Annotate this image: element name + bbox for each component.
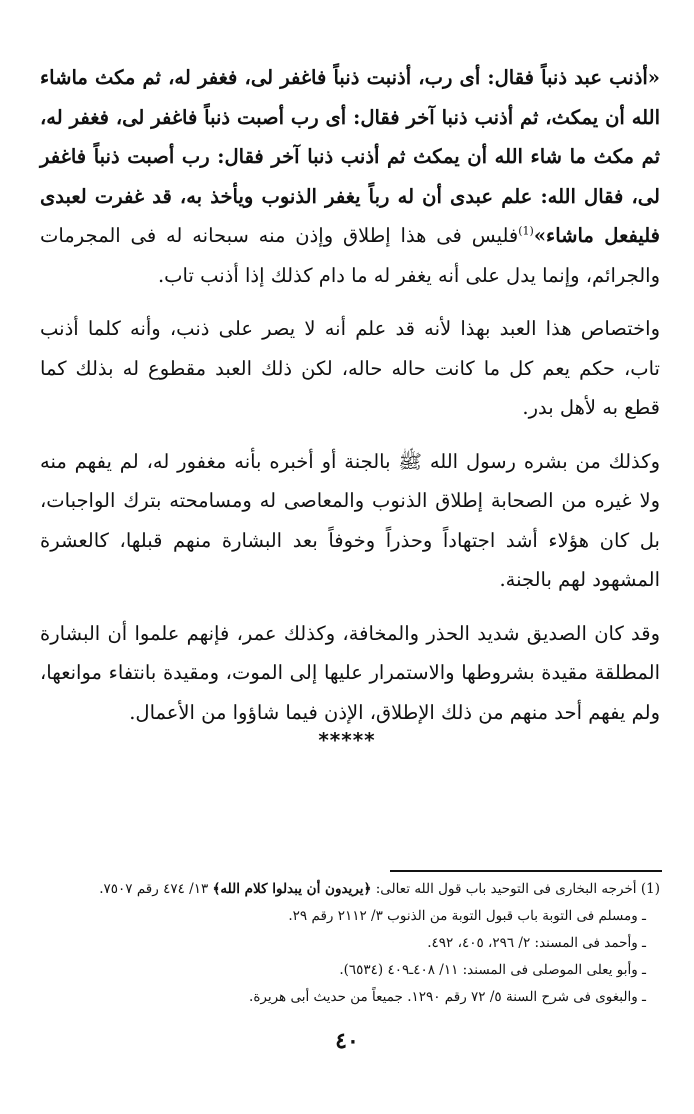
footnote-suffix: ١٣/ ٤٧٤ رقم ٧٥٠٧. bbox=[99, 881, 213, 897]
quran-quote: ﴿يريدون أن يبدلوا كلام الله﴾ bbox=[212, 881, 372, 897]
footnote-divider bbox=[390, 870, 662, 872]
paragraph: وقد كان الصديق شديد الحذر والمخافة، وكذلك عمر، فإنهم علموا أن البشارة المطلقة مقيدة بشروطها والاستمرار عليها إلى الموت، ومقيدة بانتفاء موانعها، ولم يفهم أحد منهم من ذلك الإطلاق، الإذن فيما شاؤوا من الأعمال. bbox=[40, 621, 660, 724]
footnote-source: ـ ومسلم فى التوبة باب قبول التوبة من الذنوب ٣/ ٢١١٢ رقم ٢٩. bbox=[288, 908, 646, 924]
paragraph-hadith bbox=[40, 58, 660, 295]
page-body bbox=[40, 58, 660, 746]
footnote-source: ـ والبغوى فى شرح السنة ٥/ ٧٢ رقم ١٢٩٠. جميعاً من حديث أبى هريرة. bbox=[249, 989, 646, 1005]
footnotes bbox=[30, 876, 660, 1011]
paragraph: وكذلك من بشره رسول الله ﷺ بالجنة أو أخبره بأنه مغفور له، لم يفهم منه ولا غيره من الصحابة إطلاق الذنوب والمعاصى له ومسامحته بترك الواجبات، بل كان هؤلاء أشد اجتهاداً وحذراً وخوفاً بعد البشارة منهم قبلها، كالعشرة المشهود لهم بالجنة. bbox=[40, 449, 660, 591]
footnote-source: ـ وأبو يعلى الموصلى فى المسند: ١١/ ٤٠٨ـ٤٠٩ (٦٥٣٤). bbox=[339, 962, 646, 978]
page-number: ٤٠ bbox=[335, 1028, 359, 1054]
hadith-quote: «أذنب عبد ذنباً فقال: أى رب، أذنبت ذنباً فاغفر لى، فغفر له، ثم مكث ماشاء الله أن يمكث، ثم أذنب ذنبا آخر فقال: أى رب أصبت ذنباً فاغفر لى، فغفر له، ثم مكث ما شاء الله أن يمكث ثم أذنب ذنبا آخر فقال: رب أصبت ذنباً فاغفر لى، فقال الله: علم عبدى أن له رباً يغفر الذنوب ويأخذ به، قد غفرت لعبدى فليفعل ماشاء» bbox=[40, 66, 660, 247]
footnote-prefix: (1) أخرجه البخارى فى التوحيد باب قول الله تعالى: bbox=[371, 881, 660, 897]
section-separator: ***** bbox=[318, 728, 376, 752]
footnote-1 bbox=[30, 876, 660, 903]
footnote-marker[interactable]: (1) bbox=[518, 224, 534, 238]
paragraph-text: فليس فى هذا إطلاق وإذن منه سبحانه له فى المجرمات والجرائم، وإنما يدل على أنه يغفر له ما دام كذلك إذا أذنب تاب. bbox=[40, 224, 660, 287]
footnote-source: ـ وأحمد فى المسند: ٢/ ٢٩٦، ٤٠٥، ٤٩٢. bbox=[427, 935, 646, 951]
paragraph: واختصاص هذا العبد بهذا لأنه قد علم أنه لا يصر على ذنب، وأنه كلما أذنب تاب، حكم يعم كل ما كانت حاله حاله، لكن ذلك العبد مقطوع له بذلك كما قطع به لأهل بدر. bbox=[40, 317, 660, 419]
